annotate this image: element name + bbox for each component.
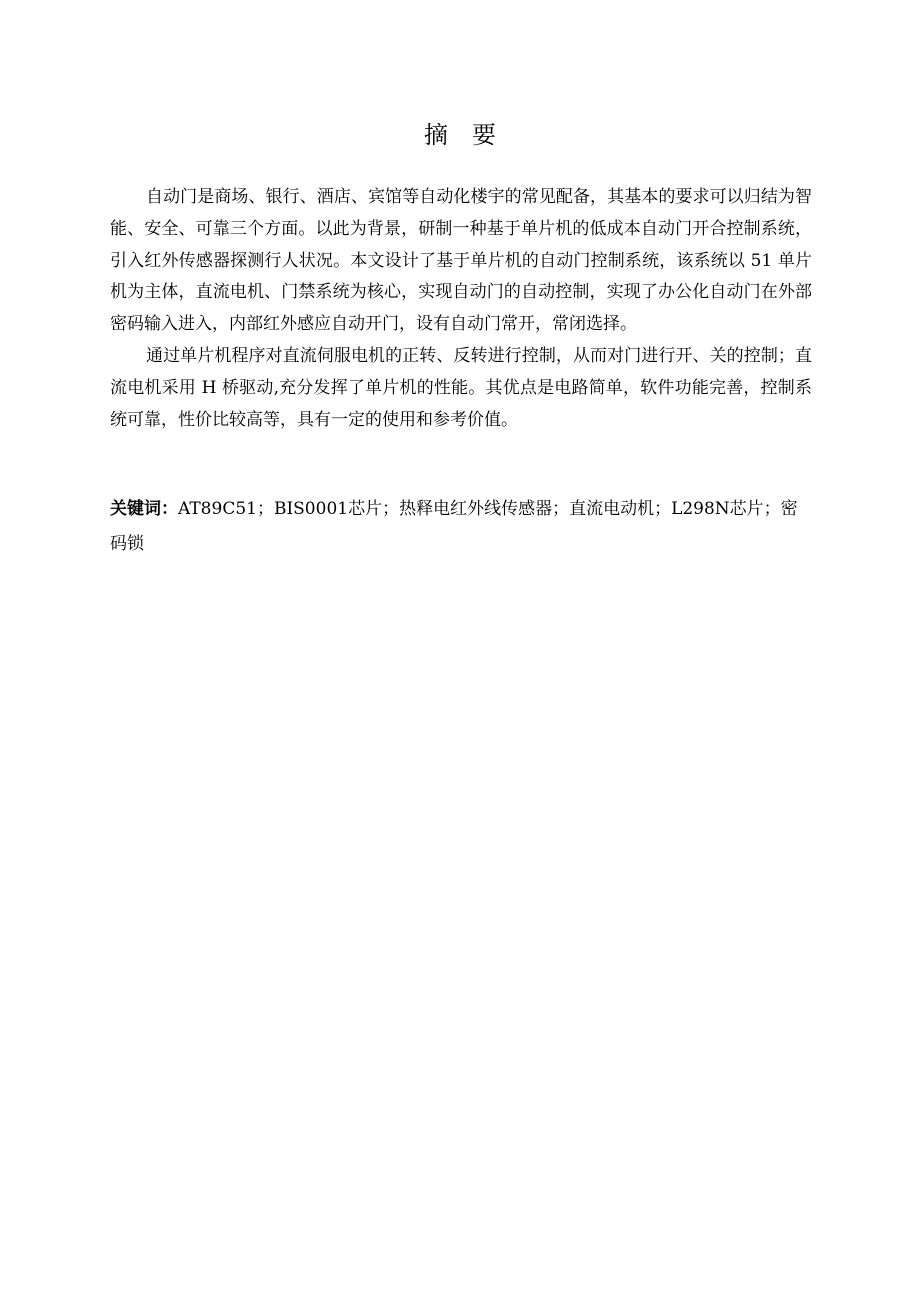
keywords-text: AT89C51；BIS0001芯片；热释电红外线传感器；直流电动机；L298N芯片；密码锁 xyxy=(110,499,798,554)
abstract-paragraph-2: 通过单片机程序对直流伺服电机的正转、反转进行控制，从而对门进行开、关的控制；直流电机采用 H 桥驱动,充分发挥了单片机的性能。其优点是电路简单，软件功能完善，控制系统可靠，性价比较高等，具有一定的使用和参考价值。 xyxy=(110,345,812,430)
page-title: 摘要 xyxy=(424,121,520,149)
keywords-line xyxy=(110,492,812,562)
keywords-label: 关键词： xyxy=(110,499,178,519)
abstract-paragraph-1: 自动门是商场、银行、酒店、宾馆等自动化楼宇的常见配备，其基本的要求可以归结为智能、安全、可靠三个方面。以此为背景，研制一种基于单片机的低成本自动门开合控制系统，引入红外传感器探测行人状况。本文设计了基于单片机的自动门控制系统，该系统以 51 单片机为主体，直流电机、门禁系统为核心，实现自动门的自动控制，实现了办公化自动门在外部密码输入进入，内部红外感应自动开门，设有自动门常开，常闭选择。 xyxy=(110,187,812,335)
abstract-body xyxy=(110,182,812,436)
